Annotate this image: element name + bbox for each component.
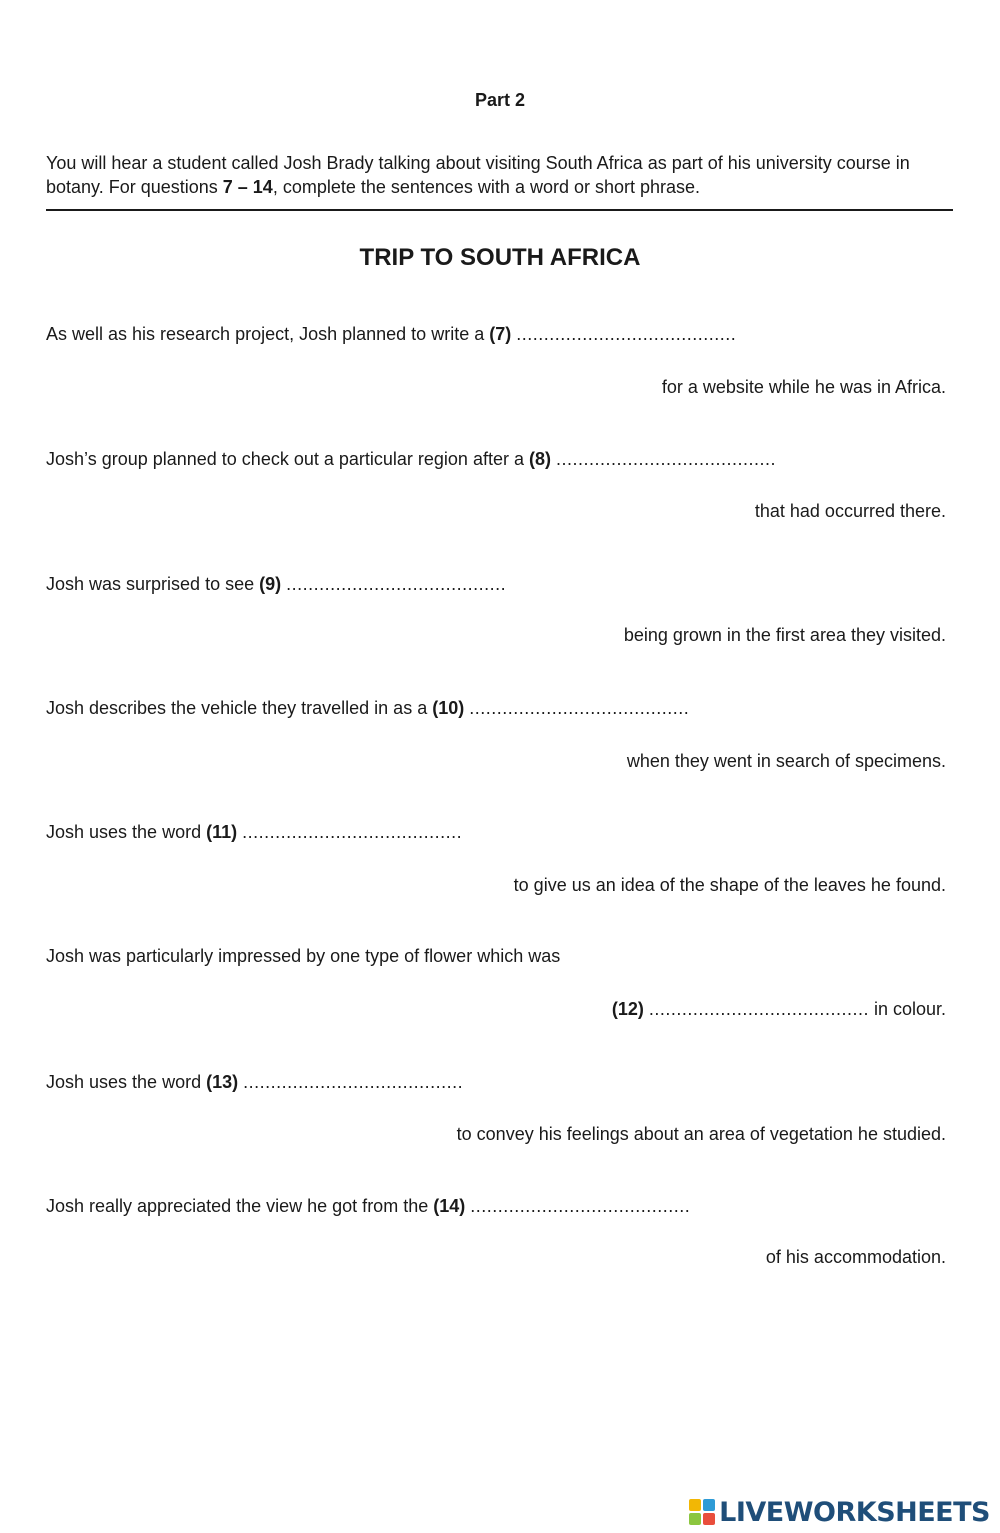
question-12-line: Josh was particularly impressed by one type of flower which was xyxy=(46,946,561,966)
question-10-line xyxy=(46,696,689,720)
divider xyxy=(46,209,953,211)
logo-square xyxy=(703,1513,715,1525)
question-range: 7 – 14 xyxy=(222,177,273,197)
instructions-pre: You will hear a student called Josh Brady talking about visiting South Africa as part of his university course in botany. For questions xyxy=(46,153,910,197)
question-text: Josh was surprised to see xyxy=(46,574,260,594)
logo-square xyxy=(689,1499,701,1511)
question-10-continuation: when they went in search of specimens. xyxy=(626,751,946,771)
question-number: (12) xyxy=(611,999,644,1019)
answer-blank-8[interactable]: ........................................ xyxy=(555,449,777,469)
instructions xyxy=(46,151,956,199)
question-11-line xyxy=(46,820,462,844)
question-number: (9) xyxy=(259,574,282,594)
question-text: Josh uses the word xyxy=(46,1072,207,1092)
question-number: (13) xyxy=(206,1072,239,1092)
worksheet-title: TRIP TO SOUTH AFRICA xyxy=(359,244,641,271)
answer-blank-7[interactable]: ........................................ xyxy=(516,324,737,344)
question-text: As well as his research project, Josh planned to write a xyxy=(46,324,490,344)
question-number: (7) xyxy=(489,324,512,344)
question-text: Josh describes the vehicle they travelled in as a xyxy=(46,698,433,718)
question-number: (8) xyxy=(528,449,551,469)
question-7-continuation: for a website while he was in Africa. xyxy=(661,377,946,397)
answer-blank-12[interactable]: ........................................ xyxy=(648,999,869,1019)
question-number: (11) xyxy=(206,822,238,842)
question-number: (10) xyxy=(432,698,465,718)
liveworksheets-logo[interactable] xyxy=(689,1496,990,1528)
instructions-post: , complete the sentences with a word or short phrase. xyxy=(272,177,701,197)
answer-blank-10[interactable]: ........................................ xyxy=(469,698,690,718)
question-13-continuation: to convey his feelings about an area of vegetation he studied. xyxy=(456,1124,946,1144)
question-7-line xyxy=(46,322,736,346)
logo-square xyxy=(689,1513,701,1525)
question-9-continuation: being grown in the first area they visited. xyxy=(623,625,946,645)
question-8-line xyxy=(46,447,776,471)
question-number: (14) xyxy=(433,1196,466,1216)
logo-square xyxy=(703,1499,715,1511)
question-14-continuation: of his accommodation. xyxy=(765,1247,946,1267)
question-text: in colour. xyxy=(868,999,946,1019)
question-text: Josh really appreciated the view he got from the xyxy=(46,1196,434,1216)
question-14-line xyxy=(46,1194,690,1218)
question-text: Josh uses the word xyxy=(46,822,207,842)
liveworksheets-logo-icon xyxy=(689,1499,715,1525)
answer-blank-11[interactable]: ........................................ xyxy=(242,822,463,842)
question-9-line xyxy=(46,572,506,596)
answer-blank-13[interactable]: ........................................ xyxy=(243,1072,464,1092)
logo-text: LIVEWORKSHEETS xyxy=(719,1496,990,1528)
question-text: Josh’s group planned to check out a particular region after a xyxy=(46,449,529,469)
question-13-line xyxy=(46,1070,463,1094)
answer-blank-9[interactable]: ........................................ xyxy=(286,574,507,594)
part-title: Part 2 xyxy=(474,90,526,110)
question-12-continuation xyxy=(612,997,946,1021)
question-11-continuation: to give us an idea of the shape of the leaves he found. xyxy=(513,875,946,895)
question-8-continuation: that had occurred there. xyxy=(754,501,946,521)
answer-blank-14[interactable]: ........................................ xyxy=(470,1196,691,1216)
